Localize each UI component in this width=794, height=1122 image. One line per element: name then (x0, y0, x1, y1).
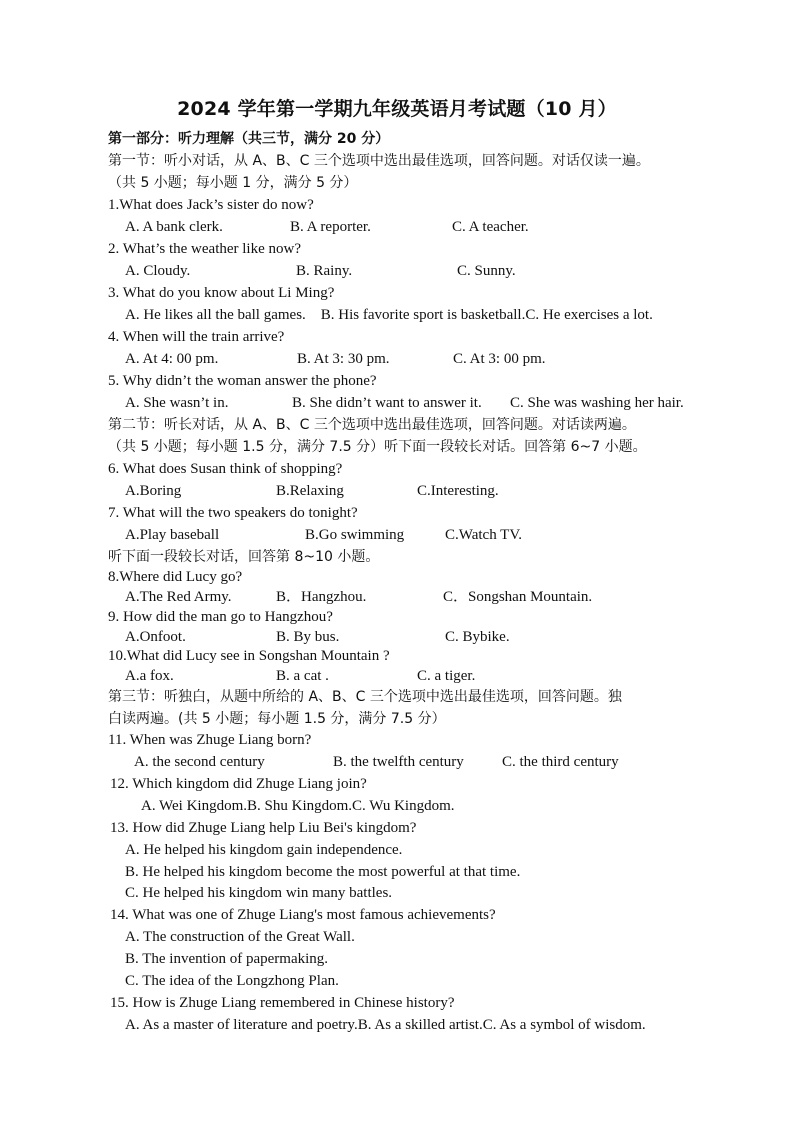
option-c: C. Sunny. (457, 263, 516, 279)
option-a: A.a fox. (125, 668, 174, 684)
question-8: 8.Where did Lucy go? (108, 569, 243, 585)
question-15-options (125, 1016, 646, 1034)
option-b: B. the twelfth century (333, 754, 464, 770)
option-a: A. She wasn’t in. (125, 395, 229, 411)
option-c: C.Watch TV. (445, 527, 522, 543)
option-b: B. Rainy. (296, 263, 353, 279)
question-15: 15. How is Zhuge Liang remembered in Chinese history? (110, 995, 455, 1011)
option-c: C. the third century (502, 754, 619, 770)
option-a: A.The Red Army. (125, 589, 232, 605)
option-b: B.Go swimming (305, 527, 405, 543)
option-a: A. As a master of literature and poetry. (125, 1017, 358, 1033)
question-12-options (141, 797, 455, 815)
question-9: 9. How did the man go to Hangzhou? (108, 609, 333, 625)
section1-scoring: （共 5 小题；每小题 1 分，满分 5 分） (108, 175, 358, 191)
option-a: A. Wei Kingdom. (141, 798, 248, 814)
question-3: 3. What do you know about Li Ming? (108, 285, 335, 301)
option-b: B. a cat . (276, 668, 329, 684)
section2-part2-instruction: 听下面一段较长对话，回答第 8~10 小题。 (108, 549, 380, 565)
option-c: C. A teacher. (452, 219, 529, 235)
option-a: A.Boring (125, 483, 182, 499)
exam-title: 2024 学年第一学期九年级英语月考试题（10 月） (177, 98, 617, 120)
option-c: C. a tiger. (417, 668, 476, 684)
option-b: B. His favorite sport is basketball. (320, 307, 526, 323)
question-6: 6. What does Susan think of shopping? (108, 461, 343, 477)
part1-heading: 第一部分：听力理解（共三节，满分 20 分） (108, 131, 390, 147)
question-10: 10.What did Lucy see in Songshan Mountain ? (108, 648, 390, 664)
question-7: 7. What will the two speakers do tonight? (108, 505, 358, 521)
option-a: A. He likes all the ball games. (125, 307, 306, 323)
section3-instruction: 第三节：听独白，从题中所给的 A、B、C 三个选项中选出最佳选项，回答问题。独 (108, 689, 622, 705)
option-b: B. A reporter. (290, 219, 371, 235)
option-c: C. At 3: 00 pm. (453, 351, 546, 367)
option-a: A. A bank clerk. (125, 219, 223, 235)
option-b: B.Relaxing (276, 483, 344, 499)
option-c: C. He exercises a lot. (525, 307, 653, 323)
question-3-options (125, 306, 653, 324)
option-b: B. By bus. (276, 629, 340, 645)
option-b: B. The invention of papermaking. (125, 951, 329, 967)
option-a: A. Cloudy. (125, 263, 191, 279)
option-b: B. At 3: 30 pm. (297, 351, 390, 367)
question-4: 4. When will the train arrive? (108, 329, 285, 345)
question-2: 2. What’s the weather like now? (108, 241, 301, 257)
question-5: 5. Why didn’t the woman answer the phone? (108, 373, 377, 389)
option-b: B．Hangzhou. (276, 589, 367, 605)
question-11: 11. When was Zhuge Liang born? (108, 732, 312, 748)
option-b: B. As a skilled artist. (357, 1017, 483, 1033)
question-13: 13. How did Zhuge Liang help Liu Bei's kingdom? (110, 820, 417, 836)
section3-scoring: 白读两遍。(共 5 小题；每小题 1.5 分，满分 7.5 分） (108, 711, 446, 727)
section1-instruction: 第一节：听小对话，从 A、B、C 三个选项中选出最佳选项，回答问题。对话仅读一遍。 (108, 153, 650, 169)
option-a: A. He helped his kingdom gain independence. (125, 842, 403, 858)
option-c: C. Bybike. (445, 629, 510, 645)
question-12: 12. Which kingdom did Zhuge Liang join? (110, 776, 367, 792)
option-c: C. The idea of the Longzhong Plan. (125, 973, 339, 989)
option-b: B. Shu Kingdom. (247, 798, 353, 814)
option-c: C. She was washing her hair. (510, 395, 684, 411)
option-a: A. the second century (134, 754, 265, 770)
option-c: C.Interesting. (417, 483, 499, 499)
option-a: A.Play baseball (125, 527, 220, 543)
option-c: C. Wu Kingdom. (352, 798, 455, 814)
option-a: A.Onfoot. (125, 629, 186, 645)
option-a: A. The construction of the Great Wall. (125, 929, 355, 945)
question-14: 14. What was one of Zhuge Liang's most famous achievements? (110, 907, 496, 923)
option-b: B. He helped his kingdom become the most powerful at that time. (125, 864, 521, 880)
option-c: C．Songshan Mountain. (443, 589, 593, 605)
option-c: C. He helped his kingdom win many battles. (125, 885, 393, 901)
section2-instruction: 第二节：听长对话，从 A、B、C 三个选项中选出最佳选项，回答问题。对话读两遍。 (108, 417, 636, 433)
section2-scoring: （共 5 小题；每小题 1.5 分，满分 7.5 分）听下面一段较长对话。回答第 6~7 小题。 (108, 439, 647, 455)
option-a: A. At 4: 00 pm. (125, 351, 219, 367)
option-c: C. As a symbol of wisdom. (482, 1017, 646, 1033)
question-1: 1.What does Jack’s sister do now? (108, 197, 314, 213)
option-b: B. She didn’t want to answer it. (292, 395, 482, 411)
